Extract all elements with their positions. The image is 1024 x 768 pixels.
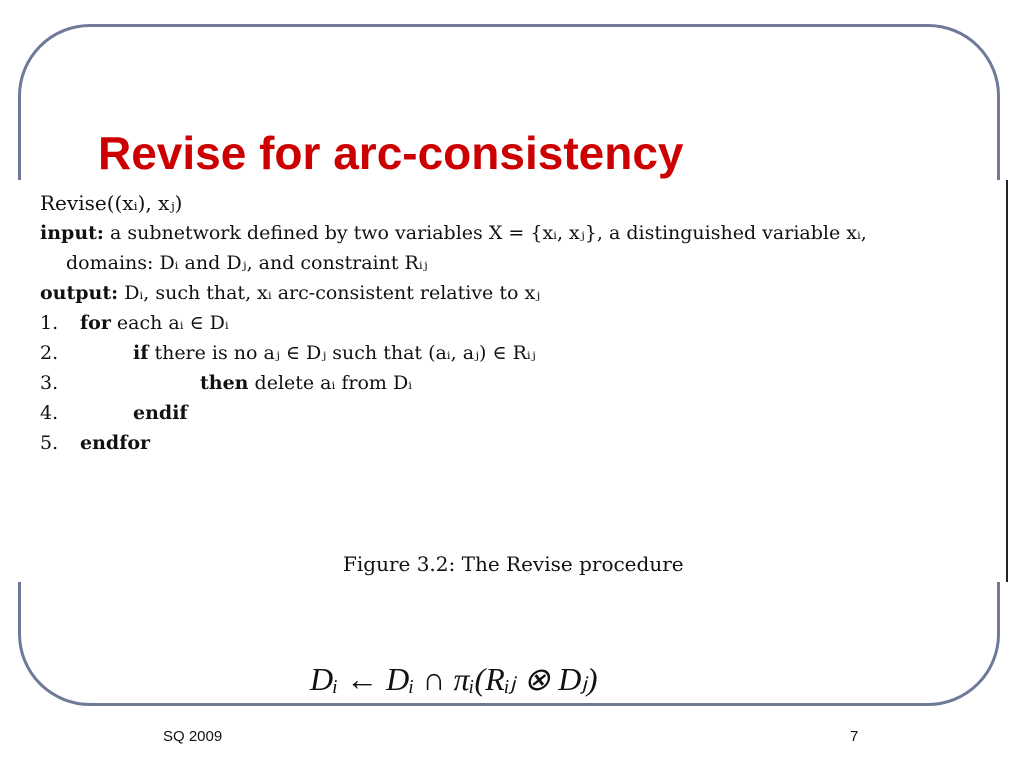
algorithm-step-2 (40, 338, 867, 368)
algorithm-header-text: Revise((xᵢ), xⱼ) (40, 191, 183, 215)
algorithm-step-3 (40, 368, 867, 398)
step-number: 2. (40, 342, 59, 364)
step-keyword: for (80, 312, 111, 334)
step-number: 5. (40, 432, 59, 454)
step-keyword: endif (133, 402, 188, 424)
figure-caption: Figure 3.2: The Revise procedure (343, 552, 684, 576)
step-keyword: then (200, 372, 249, 394)
figure-image (0, 180, 1008, 582)
algorithm-step-1 (40, 308, 867, 338)
domains-text: domains: Dᵢ and Dⱼ, and constraint Rᵢⱼ (66, 252, 428, 274)
algorithm-input-line (40, 218, 867, 248)
step-keyword: if (133, 342, 149, 364)
step-number: 4. (40, 402, 59, 424)
step-text: there is no aⱼ ∈ Dⱼ such that (aᵢ, aⱼ) ∈ Rᵢⱼ (148, 342, 536, 364)
algorithm-domains-line (40, 248, 867, 278)
step-number: 1. (40, 312, 59, 334)
step-indent (80, 342, 133, 364)
step-indent (80, 402, 133, 424)
input-keyword: input: (40, 222, 104, 244)
revise-formula: Dᵢ ← Dᵢ ∩ πᵢ(Rᵢⱼ ⊗ Dⱼ) (310, 661, 598, 697)
algorithm-step-4 (40, 398, 867, 428)
step-keyword: endfor (80, 432, 151, 454)
algorithm-output-line (40, 278, 867, 308)
page-number: 7 (850, 728, 859, 745)
algorithm-step-5 (40, 428, 867, 458)
output-text: Dᵢ, such that, xᵢ arc-consistent relative to xⱼ (118, 282, 541, 304)
step-number: 3. (40, 372, 59, 394)
slide-title: Revise for arc-consistency (98, 127, 684, 179)
output-keyword: output: (40, 282, 119, 304)
algorithm-listing (40, 188, 867, 458)
algorithm-header (40, 188, 867, 218)
step-text: each aᵢ ∈ Dᵢ (110, 312, 229, 334)
step-text: delete aᵢ from Dᵢ (248, 372, 413, 394)
step-indent (80, 372, 200, 394)
input-text: a subnetwork defined by two variables X = {xᵢ, xⱼ}, a distinguished variable xᵢ, (103, 222, 867, 244)
footer-label: SQ 2009 (163, 728, 223, 745)
